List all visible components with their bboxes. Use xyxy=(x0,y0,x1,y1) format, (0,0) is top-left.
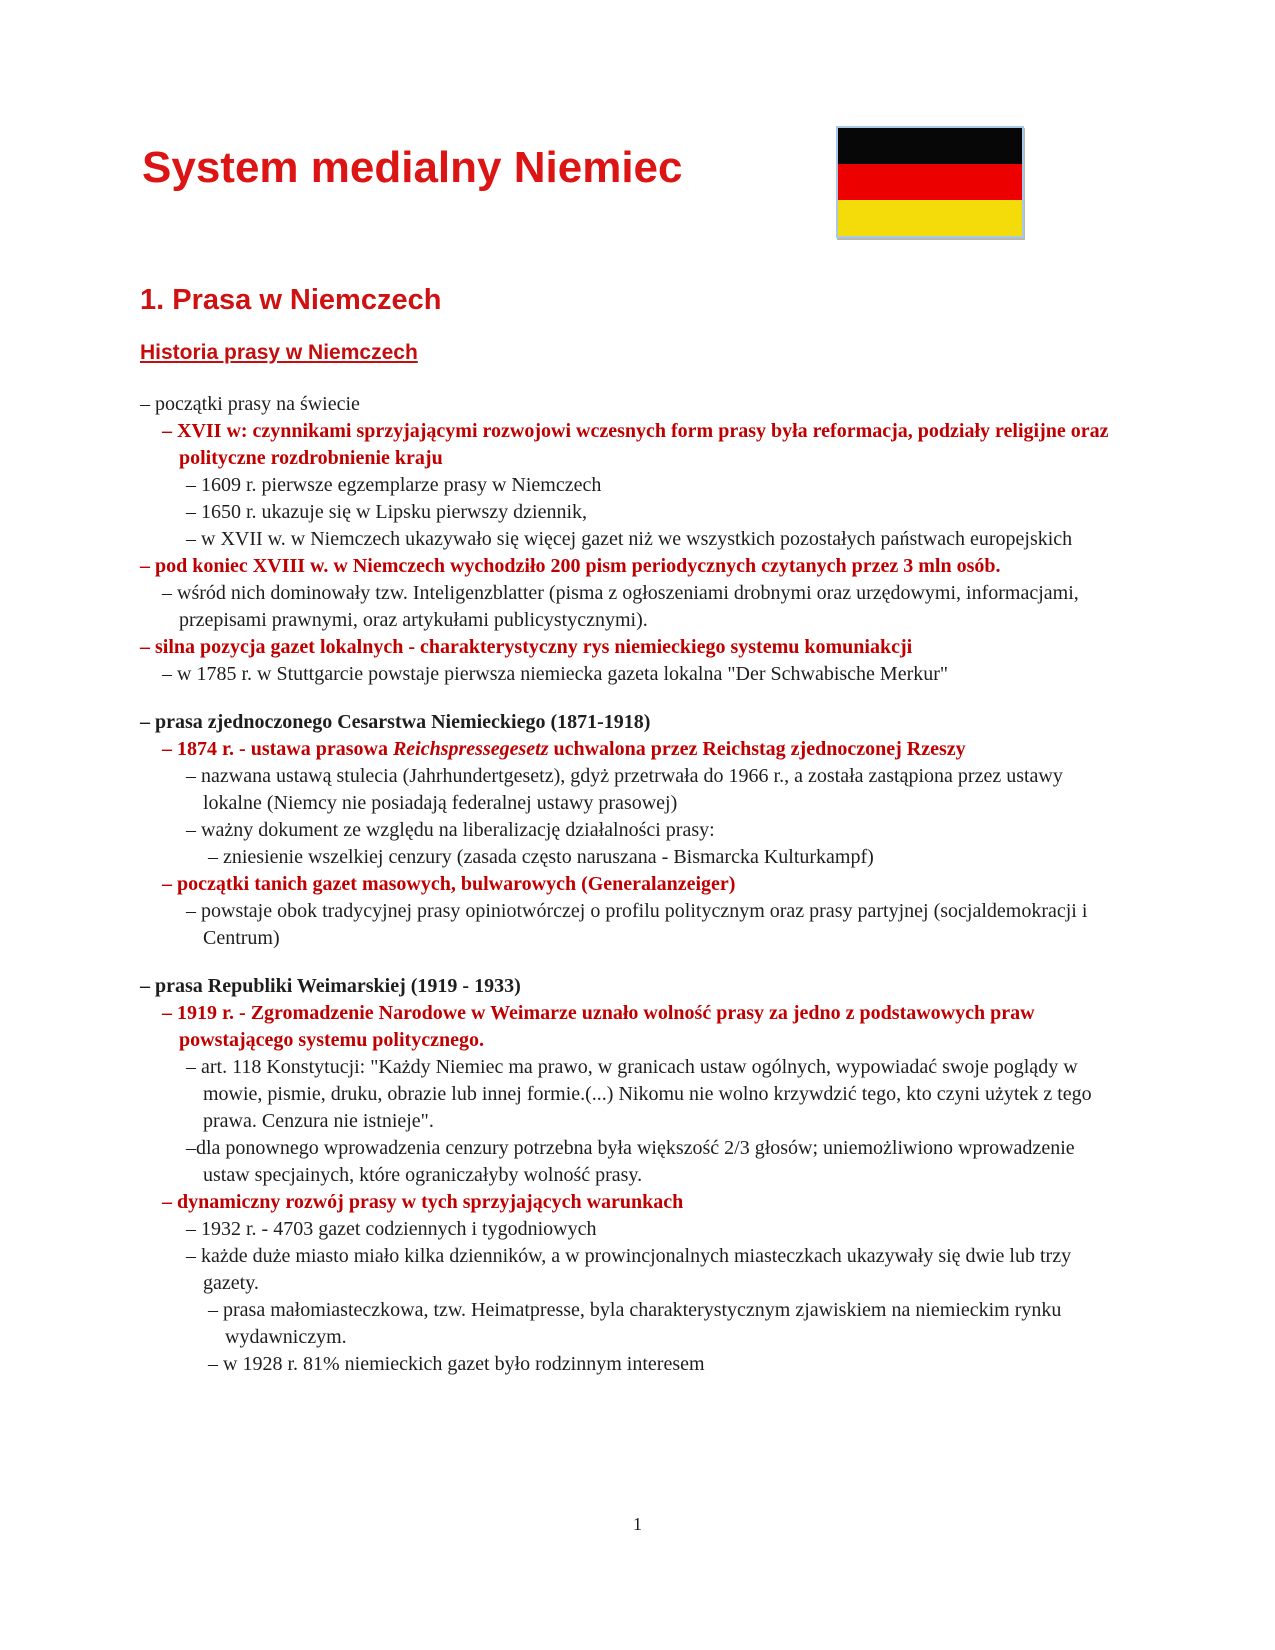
outline-item xyxy=(140,553,1115,580)
flag-stripe-black xyxy=(838,128,1022,164)
outline-item xyxy=(140,661,1115,688)
outline-item-text: – prasa małomiasteczkowa, tzw. Heimatpresse, byla charakterystycznym zjawiskiem na niemieckim rynku wydawniczym. xyxy=(208,1299,1062,1348)
outline-item-text: – XVII w: czynnikami sprzyjającymi rozwojowi wczesnych form prasy była reformacja, podziały religijne oraz polityczne rozdrobnienie kraju xyxy=(162,420,1109,469)
page-title: System medialny Niemiec xyxy=(142,143,683,192)
outline-item-text: – nazwana ustawą stulecia (Jahrhundertgesetz), gdyż przetrwała do 1966 r., a została zastąpiona przez ustawy lokalne (Niemcy nie posiadają federalnej ustawy prasowej) xyxy=(186,765,1063,814)
outline-item-text: uchwalona przez Reichstag zjednoczonej Rzeszy xyxy=(548,738,966,760)
outline-item xyxy=(140,580,1115,634)
outline-item xyxy=(140,472,1115,499)
outline-item-text: – powstaje obok tradycyjnej prasy opiniotwórczej o profilu politycznym oraz prasy partyjnej (socjaldemokracji i Centrum) xyxy=(186,900,1088,949)
outline-item xyxy=(140,1189,1115,1216)
outline-item xyxy=(140,418,1115,472)
outline-item-text: – pod koniec XVIII w. w Niemczech wychodziło 200 pism periodycznych czytanych przez 3 mln osób. xyxy=(140,555,1001,577)
outline-item xyxy=(140,1216,1115,1243)
german-flag-icon xyxy=(836,126,1024,238)
outline-item xyxy=(140,634,1115,661)
outline-item xyxy=(140,1297,1115,1351)
outline-item-text: – dynamiczny rozwój prasy w tych sprzyjających warunkach xyxy=(162,1191,684,1213)
flag-stripe-gold xyxy=(838,200,1022,236)
outline-item xyxy=(140,1135,1115,1189)
outline-item-text: – 1650 r. ukazuje się w Lipsku pierwszy dziennik, xyxy=(186,501,588,523)
outline-item xyxy=(140,1000,1115,1054)
outline-item-text: – w XVII w. w Niemczech ukazywało się więcej gazet niż we wszystkich pozostałych państwach europejskich xyxy=(186,528,1073,550)
outline-item xyxy=(140,1054,1115,1135)
outline-item-text: – prasa Republiki Weimarskiej (1919 - 1933) xyxy=(140,975,521,997)
outline-item-text: – art. 118 Konstytucji: "Każdy Niemiec ma prawo, w granicach ustaw ogólnych, wypowiadać swoje poglądy w mowie, pismie, druku, obrazie lub innej formie.(...) Nikomu nie wolno krzywdzić tego, kto czyni użytek z tego prawa. Cenzura nie istnieje". xyxy=(186,1056,1092,1132)
outline-item-text: –dla ponownego wprowadzenia cenzury potrzebna była większość 2/3 głosów; uniemożliwiono wprowadzenie ustaw specjainych, które ograniczałyby wolność prasy. xyxy=(186,1137,1075,1186)
outline-item-text: – w 1785 r. w Stuttgarcie powstaje pierwsza niemiecka gazeta lokalna "Der Schwabische Merkur" xyxy=(162,663,949,685)
outline-list xyxy=(140,391,1115,1378)
outline-item xyxy=(140,898,1115,952)
outline-item xyxy=(140,499,1115,526)
outline-item-text: – 1874 r. - ustawa prasowa xyxy=(162,738,393,760)
outline-item xyxy=(140,1351,1115,1378)
outline-item-text: – początki prasy na świecie xyxy=(140,393,360,415)
outline-item xyxy=(140,817,1115,844)
outline-item-text: – wśród nich dominowały tzw. Inteligenzblatter (pisma z ogłoszeniami drobnymi oraz urzędowymi, informacjami, przepisami prawnymi, oraz artykułami publicystycznymi). xyxy=(162,582,1079,631)
outline-item xyxy=(140,709,1115,736)
outline-item-text: – 1609 r. pierwsze egzemplarze prasy w Niemczech xyxy=(186,474,602,496)
outline-item-text: – w 1928 r. 81% niemieckich gazet było rodzinnym interesem xyxy=(208,1353,705,1375)
outline-item-text: – prasa zjednoczonego Cesarstwa Niemieckiego (1871-1918) xyxy=(140,711,651,733)
outline-item-text: – ważny dokument ze względu na liberalizację działalności prasy: xyxy=(186,819,715,841)
outline-item xyxy=(140,1243,1115,1297)
outline-item xyxy=(140,844,1115,871)
outline-item-text: – początki tanich gazet masowych, bulwarowych (Generalanzeiger) xyxy=(162,873,736,895)
outline-item-text: – 1932 r. - 4703 gazet codziennych i tygodniowych xyxy=(186,1218,597,1240)
outline-item-text: – 1919 r. - Zgromadzenie Narodowe w Weimarze uznało wolność prasy za jedno z podstawowych praw powstającego systemu politycznego. xyxy=(162,1002,1035,1051)
outline-item xyxy=(140,526,1115,553)
outline-item xyxy=(140,391,1115,418)
outline-item xyxy=(140,736,1115,763)
outline-item-text: – każde duże miasto miało kilka dzienników, a w prowincjonalnych miasteczkach ukazywały się dwie lub trzy gazety. xyxy=(186,1245,1072,1294)
subsection-heading: Historia prasy w Niemczech xyxy=(140,341,418,364)
outline-item-text: – zniesienie wszelkiej cenzury (zasada często naruszana - Bismarcka Kulturkampf) xyxy=(208,846,874,868)
flag-stripe-red xyxy=(838,164,1022,200)
outline-item-text: – silna pozycja gazet lokalnych - charakterystyczny rys niemieckiego systemu komuniakcji xyxy=(140,636,913,658)
outline-item xyxy=(140,871,1115,898)
outline-item-italic-text: Reichspressegesetz xyxy=(392,738,549,760)
outline-item xyxy=(140,763,1115,817)
page-number: 1 xyxy=(633,1514,642,1534)
section-heading: 1. Prasa w Niemczech xyxy=(140,284,442,316)
outline-item xyxy=(140,973,1115,1000)
